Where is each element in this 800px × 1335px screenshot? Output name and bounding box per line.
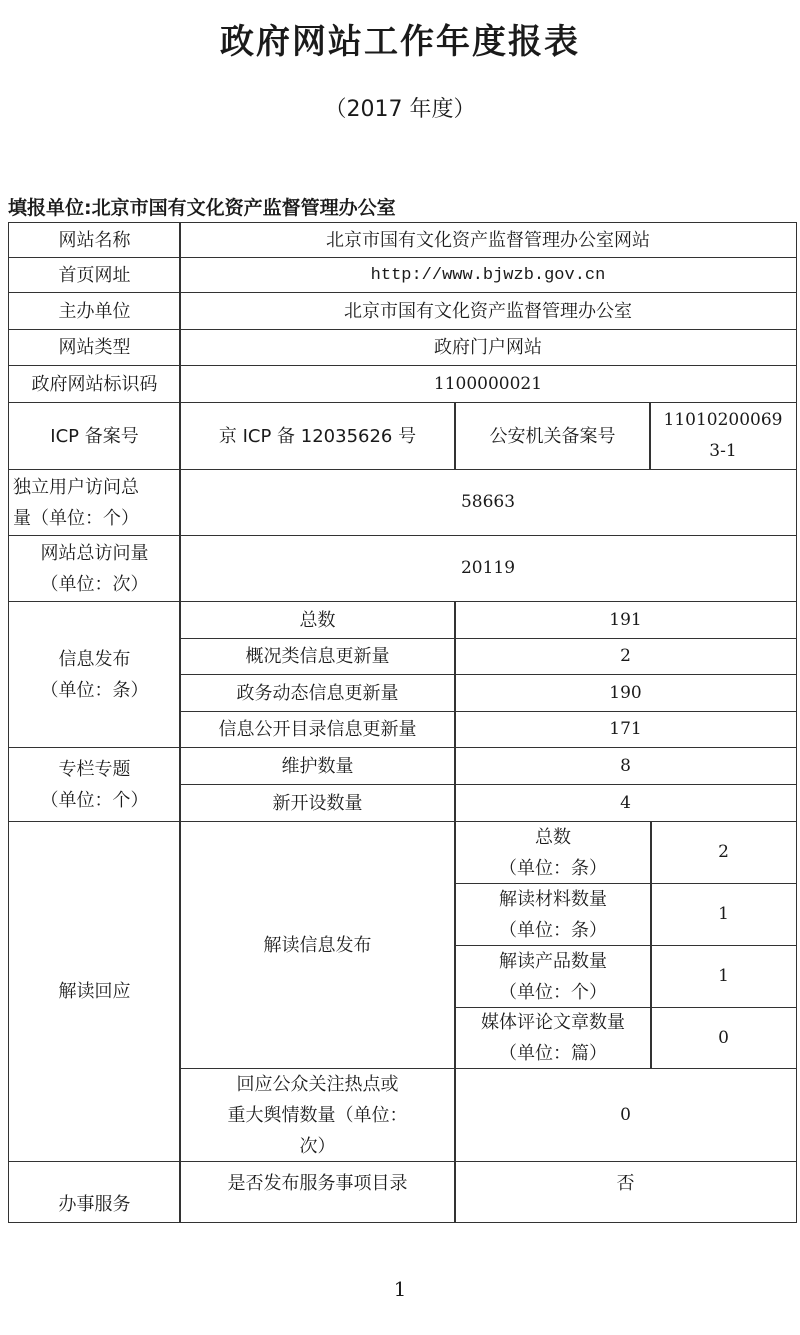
interp-item-value: 1 [650, 945, 797, 1008]
value-site-type: 政府门户网站 [179, 329, 797, 366]
info-item-value: 171 [454, 711, 797, 748]
value-icp: 京 ICP 备 12035626 号 [179, 402, 456, 470]
info-item-label: 政务动态信息更新量 [179, 674, 456, 712]
info-item-label: 信息公开目录信息更新量 [179, 711, 456, 748]
interp-item-value: 2 [650, 821, 797, 884]
interp-item-value: 0 [650, 1007, 797, 1069]
column-item-label: 维护数量 [179, 747, 456, 785]
label-site-name: 网站名称 [8, 222, 181, 258]
value-unique-visitors: 58663 [179, 469, 797, 536]
report-year: （2017 年度） [324, 97, 476, 122]
column-item-value: 4 [454, 784, 797, 822]
value-site-code: 1100000021 [179, 365, 797, 403]
page-title: 政府网站工作年度报表 [220, 22, 580, 62]
interp-item-label: 解读产品数量 （单位：个） [454, 945, 652, 1008]
value-total-visits: 20119 [179, 535, 797, 602]
value-sponsor: 北京市国有文化资产监督管理办公室 [179, 292, 797, 330]
value-site-name: 北京市国有文化资产监督管理办公室网站 [179, 222, 797, 258]
interp-item-label: 解读材料数量 （单位：条） [454, 883, 652, 946]
label-unique-visitors: 独立用户访问总 量（单位：个） [8, 469, 181, 536]
label-interpretation-publish: 解读信息发布 [179, 821, 456, 1069]
value-homepage: http://www.bjwzb.gov.cn [179, 257, 797, 293]
interp-item-value: 1 [650, 883, 797, 946]
label-interpretation: 解读回应 [8, 821, 181, 1162]
label-service-catalog: 是否发布服务事项目录 [179, 1161, 456, 1223]
label-icp: ICP 备案号 [8, 402, 181, 470]
label-site-type: 网站类型 [8, 329, 181, 366]
interp-item-label: 总数 （单位：条） [454, 821, 652, 884]
info-item-value: 2 [454, 638, 797, 675]
label-info-publish: 信息发布 （单位：条） [8, 601, 181, 748]
value-service-catalog: 否 [454, 1161, 797, 1223]
info-item-value: 190 [454, 674, 797, 712]
label-site-code: 政府网站标识码 [8, 365, 181, 403]
label-response-count: 回应公众关注热点或 重大舆情数量（单位： 次） [179, 1068, 456, 1162]
label-service: 办事服务 [8, 1161, 181, 1223]
column-item-value: 8 [454, 747, 797, 785]
label-total-visits: 网站总访问量 （单位：次） [8, 535, 181, 602]
info-item-value: 191 [454, 601, 797, 639]
label-police-record: 公安机关备案号 [454, 402, 651, 470]
label-homepage: 首页网址 [8, 257, 181, 293]
column-item-label: 新开设数量 [179, 784, 456, 822]
info-item-label: 总数 [179, 601, 456, 639]
interp-item-label: 媒体评论文章数量 （单位：篇） [454, 1007, 652, 1069]
filing-unit: 填报单位:北京市国有文化资产监督管理办公室 [8, 197, 396, 219]
label-sponsor: 主办单位 [8, 292, 181, 330]
label-columns: 专栏专题 （单位：个） [8, 747, 181, 822]
value-police-record: 11010200069 3-1 [649, 402, 797, 470]
value-response-count: 0 [454, 1068, 797, 1162]
info-item-label: 概况类信息更新量 [179, 638, 456, 675]
page-number: 1 [393, 1277, 407, 1301]
